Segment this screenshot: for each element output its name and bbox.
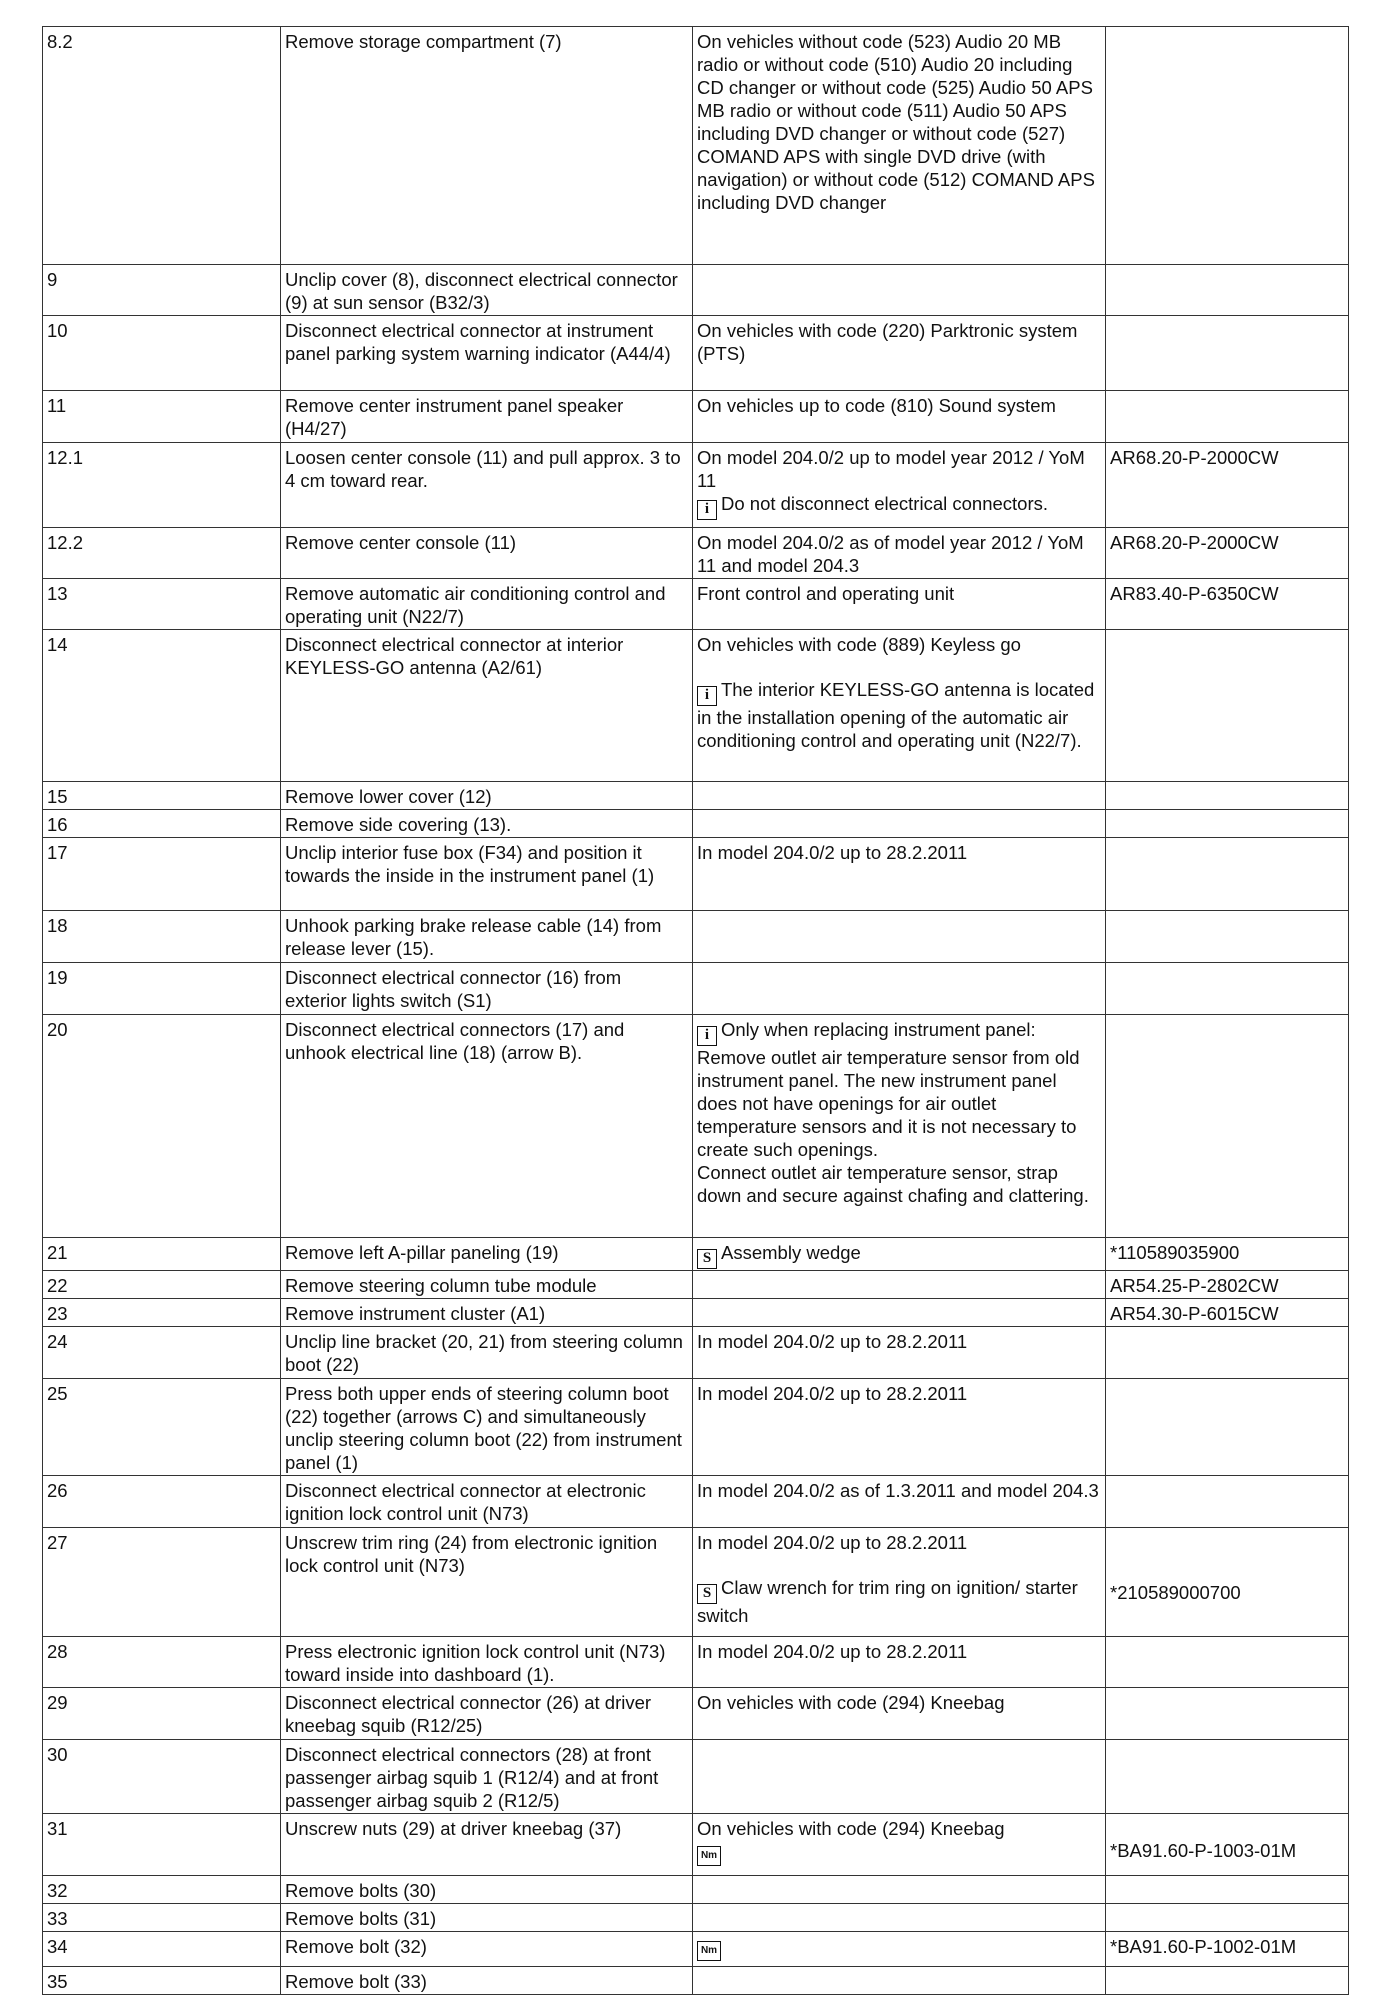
table-row <box>43 1688 1349 1740</box>
step-number: 24 <box>43 1327 281 1379</box>
table-row <box>43 265 1349 316</box>
step-note <box>693 1876 1106 1904</box>
step-action: Remove bolt (33) <box>281 1967 693 1995</box>
step-action: Remove steering column tube module <box>281 1271 693 1299</box>
step-ref <box>1106 838 1349 911</box>
step-action: Unscrew nuts (29) at driver kneebag (37) <box>281 1814 693 1876</box>
info-text: Do not disconnect electrical connectors. <box>721 493 1049 514</box>
tool-note <box>697 1576 1100 1627</box>
table-row <box>43 838 1349 911</box>
step-ref <box>1106 1876 1349 1904</box>
step-number: 19 <box>43 963 281 1015</box>
step-number: 10 <box>43 316 281 391</box>
step-number: 12.1 <box>43 443 281 528</box>
table-row <box>43 443 1349 528</box>
step-number: 17 <box>43 838 281 911</box>
step-number: 14 <box>43 630 281 782</box>
step-note: In model 204.0/2 as of 1.3.2011 and model 204.3 <box>693 1476 1106 1528</box>
table-row <box>43 1904 1349 1932</box>
info-note <box>697 1018 1100 1161</box>
table-row <box>43 27 1349 265</box>
step-action: Unclip line bracket (20, 21) from steering column boot (22) <box>281 1327 693 1379</box>
step-note: On vehicles with code (294) Kneebag <box>693 1688 1106 1740</box>
info-text: The interior KEYLESS-GO antenna is located in the installation opening of the automatic air conditioning control and operating unit (N22/7). <box>697 679 1095 751</box>
step-action: Remove instrument cluster (A1) <box>281 1299 693 1327</box>
step-number: 32 <box>43 1876 281 1904</box>
step-note <box>693 1740 1106 1814</box>
step-ref: *BA91.60-P-1002-01M <box>1106 1932 1349 1967</box>
step-ref <box>1106 1327 1349 1379</box>
table-row <box>43 316 1349 391</box>
table-row <box>43 1814 1349 1876</box>
step-number: 26 <box>43 1476 281 1528</box>
step-note <box>693 963 1106 1015</box>
step-note <box>693 443 1106 528</box>
step-note: In model 204.0/2 up to 28.2.2011 <box>693 1327 1106 1379</box>
step-action: Press both upper ends of steering column boot (22) together (arrows C) and simultaneously unclip steering column boot (22) from instrument panel (1) <box>281 1379 693 1476</box>
step-action: Remove automatic air conditioning control and operating unit (N22/7) <box>281 579 693 630</box>
step-ref <box>1106 911 1349 963</box>
table-row <box>43 782 1349 810</box>
step-ref <box>1106 1476 1349 1528</box>
step-number: 27 <box>43 1528 281 1637</box>
step-number: 15 <box>43 782 281 810</box>
info-text: Only when replacing instrument panel: Remove outlet air temperature sensor from old instrument panel. The new instrument panel does not have openings for air outlet temperature sensors and it is not necessary to create such openings. <box>697 1019 1080 1160</box>
step-action: Unclip interior fuse box (F34) and position it towards the inside in the instrument panel (1) <box>281 838 693 911</box>
info-icon: i <box>697 500 717 520</box>
table-row <box>43 579 1349 630</box>
step-ref <box>1106 782 1349 810</box>
table-row <box>43 911 1349 963</box>
table-row <box>43 1528 1349 1637</box>
step-action: Remove center console (11) <box>281 528 693 579</box>
step-ref <box>1106 316 1349 391</box>
step-note: In model 204.0/2 up to 28.2.2011 <box>693 838 1106 911</box>
step-ref <box>1106 963 1349 1015</box>
step-note: In model 204.0/2 up to 28.2.2011 <box>693 1637 1106 1688</box>
step-ref <box>1106 1688 1349 1740</box>
step-note: Front control and operating unit <box>693 579 1106 630</box>
step-note <box>693 1814 1106 1876</box>
table-row <box>43 1015 1349 1238</box>
step-action: Remove left A-pillar paneling (19) <box>281 1238 693 1271</box>
note-text: On model 204.0/2 up to model year 2012 / YoM 11 <box>697 447 1085 491</box>
step-action: Unscrew trim ring (24) from electronic ignition lock control unit (N73) <box>281 1528 693 1637</box>
table-row <box>43 391 1349 443</box>
info-note <box>697 492 1100 520</box>
step-ref <box>1106 265 1349 316</box>
step-ref <box>1106 630 1349 782</box>
step-ref <box>1106 810 1349 838</box>
step-note <box>693 1015 1106 1238</box>
tool-text: Assembly wedge <box>721 1242 861 1263</box>
note-text: On vehicles with code (294) Kneebag <box>697 1818 1005 1839</box>
step-ref: AR68.20-P-2000CW <box>1106 528 1349 579</box>
step-action: Disconnect electrical connector (16) from exterior lights switch (S1) <box>281 963 693 1015</box>
info-icon: i <box>697 686 717 706</box>
step-note <box>693 1238 1106 1271</box>
table-row <box>43 1271 1349 1299</box>
step-note <box>693 1932 1106 1967</box>
table-row <box>43 630 1349 782</box>
step-ref <box>1106 1814 1349 1876</box>
step-ref <box>1106 1904 1349 1932</box>
step-action: Unhook parking brake release cable (14) from release lever (15). <box>281 911 693 963</box>
step-number: 9 <box>43 265 281 316</box>
step-action: Remove lower cover (12) <box>281 782 693 810</box>
step-note: On vehicles with code (220) Parktronic system (PTS) <box>693 316 1106 391</box>
step-action: Remove bolts (31) <box>281 1904 693 1932</box>
step-ref <box>1106 391 1349 443</box>
step-action: Remove bolts (30) <box>281 1876 693 1904</box>
step-action: Remove side covering (13). <box>281 810 693 838</box>
table-row <box>43 1238 1349 1271</box>
table-row <box>43 1637 1349 1688</box>
step-number: 20 <box>43 1015 281 1238</box>
step-number: 29 <box>43 1688 281 1740</box>
torque-spec: *BA91.60-P-1003-01M <box>1110 1840 1297 1861</box>
step-number: 12.2 <box>43 528 281 579</box>
table-row <box>43 963 1349 1015</box>
step-note <box>693 630 1106 782</box>
step-action: Remove center instrument panel speaker (H4/27) <box>281 391 693 443</box>
step-note <box>693 1299 1106 1327</box>
step-note <box>693 1271 1106 1299</box>
table-row <box>43 1967 1349 1995</box>
table-row <box>43 1876 1349 1904</box>
step-number: 8.2 <box>43 27 281 265</box>
step-ref <box>1106 1379 1349 1476</box>
step-ref: AR54.25-P-2802CW <box>1106 1271 1349 1299</box>
step-action: Remove bolt (32) <box>281 1932 693 1967</box>
step-note: On model 204.0/2 as of model year 2012 / YoM 11 and model 204.3 <box>693 528 1106 579</box>
note-text: In model 204.0/2 up to 28.2.2011 <box>697 1532 968 1553</box>
table-row <box>43 810 1349 838</box>
info-note <box>697 678 1100 752</box>
step-number: 21 <box>43 1238 281 1271</box>
step-number: 25 <box>43 1379 281 1476</box>
table-row <box>43 1476 1349 1528</box>
step-note <box>693 1967 1106 1995</box>
step-number: 18 <box>43 911 281 963</box>
step-action: Loosen center console (11) and pull approx. 3 to 4 cm toward rear. <box>281 443 693 528</box>
step-note: On vehicles up to code (810) Sound system <box>693 391 1106 443</box>
table-row <box>43 1299 1349 1327</box>
step-ref: *110589035900 <box>1106 1238 1349 1271</box>
step-action: Press electronic ignition lock control unit (N73) toward inside into dashboard (1). <box>281 1637 693 1688</box>
procedure-table <box>42 26 1349 1995</box>
note-text: On vehicles with code (889) Keyless go <box>697 634 1021 655</box>
step-ref: AR83.40-P-6350CW <box>1106 579 1349 630</box>
step-action: Disconnect electrical connector at electronic ignition lock control unit (N73) <box>281 1476 693 1528</box>
step-ref: AR68.20-P-2000CW <box>1106 443 1349 528</box>
step-action: Disconnect electrical connector at interior KEYLESS-GO antenna (A2/61) <box>281 630 693 782</box>
special-tool-icon: S <box>697 1584 717 1604</box>
step-ref: AR54.30-P-6015CW <box>1106 1299 1349 1327</box>
note-text: Connect outlet air temperature sensor, strap down and secure against chafing and clattering. <box>697 1162 1089 1206</box>
table-row <box>43 1379 1349 1476</box>
step-number: 34 <box>43 1932 281 1967</box>
step-number: 31 <box>43 1814 281 1876</box>
step-number: 23 <box>43 1299 281 1327</box>
step-note <box>693 810 1106 838</box>
step-action: Unclip cover (8), disconnect electrical connector (9) at sun sensor (B32/3) <box>281 265 693 316</box>
step-ref <box>1106 1528 1349 1637</box>
table-row <box>43 1932 1349 1967</box>
step-ref <box>1106 1015 1349 1238</box>
step-action: Disconnect electrical connectors (28) at front passenger airbag squib 1 (R12/4) and at front passenger airbag squib 2 (R12/5) <box>281 1740 693 1814</box>
step-note: On vehicles without code (523) Audio 20 MB radio or without code (510) Audio 20 including CD changer or without code (525) Audio 50 APS MB radio or without code (511) Audio 50 APS including DVD changer or without code (527) COMAND APS with single DVD drive (with navigation) or without code (512) COMAND APS including DVD changer <box>693 27 1106 265</box>
step-number: 35 <box>43 1967 281 1995</box>
step-action: Disconnect electrical connectors (17) and unhook electrical line (18) (arrow B). <box>281 1015 693 1238</box>
tool-number: *210589000700 <box>1110 1582 1241 1603</box>
step-ref <box>1106 27 1349 265</box>
table-row <box>43 1327 1349 1379</box>
step-note <box>693 782 1106 810</box>
step-number: 13 <box>43 579 281 630</box>
step-action: Disconnect electrical connector at instrument panel parking system warning indicator (A44/4) <box>281 316 693 391</box>
step-ref <box>1106 1740 1349 1814</box>
step-number: 28 <box>43 1637 281 1688</box>
special-tool-icon: S <box>697 1249 717 1269</box>
table-row <box>43 528 1349 579</box>
tool-text: Claw wrench for trim ring on ignition/ starter switch <box>697 1577 1078 1626</box>
torque-icon: Nm <box>697 1846 721 1866</box>
step-action: Remove storage compartment (7) <box>281 27 693 265</box>
step-note <box>693 265 1106 316</box>
table-row <box>43 1740 1349 1814</box>
step-number: 33 <box>43 1904 281 1932</box>
step-number: 30 <box>43 1740 281 1814</box>
step-note: In model 204.0/2 up to 28.2.2011 <box>693 1379 1106 1476</box>
step-number: 16 <box>43 810 281 838</box>
step-number: 11 <box>43 391 281 443</box>
step-note <box>693 911 1106 963</box>
info-icon: i <box>697 1026 717 1046</box>
step-ref <box>1106 1637 1349 1688</box>
step-note <box>693 1904 1106 1932</box>
step-note <box>693 1528 1106 1637</box>
step-ref <box>1106 1967 1349 1995</box>
step-action: Disconnect electrical connector (26) at driver kneebag squib (R12/25) <box>281 1688 693 1740</box>
step-number: 22 <box>43 1271 281 1299</box>
torque-icon: Nm <box>697 1941 721 1961</box>
